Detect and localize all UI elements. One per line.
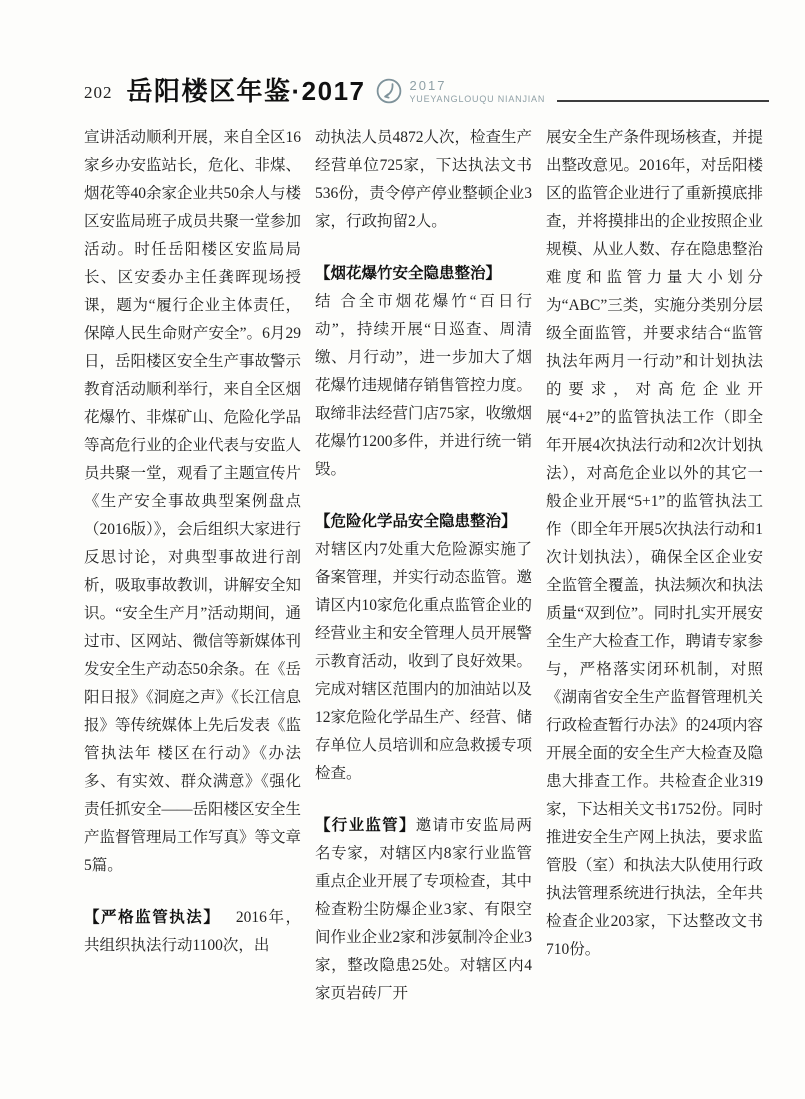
section-heading: 【严格监管执法】: [84, 909, 221, 926]
column-2: [315, 124, 532, 1008]
paragraph-text: 展安全生产条件现场核查，并提出整改意见。2016年，对岳阳楼区的监管企业进行了重新摸底排查，并将摸排出的企业按照企业规模、从业人数、存在隐患整治难度和监管力量大小划分为“ABC”三类，实施分类别分层级全面监管，并要求结合“监管执法年两月一行动”和计划执法的要求，对高危企业开展“4+2”的监管执法工作（即全年开展4次执法行动和2次计划执法），对高危企业以外的其它一般企业开展“5+1”的监管执法工作（即全年开展5次执法行动和1次计划执法），确保全区企业安全监管全覆盖，执法频次和执法质量“双到位”。同时扎实开展安全生产大检查工作，聘请专家参与，严格落实闭环机制，对照《湖南省安全生产监督管理机关行政检查暂行办法》的24项内容开展全面的安全生产大检查及隐患大排查工作。共检查企业319家，下达相关文书1752份。同时推进安全生产网上执法，要求监管股（室）和执法大队使用行政执法管理系统进行执法，全年共检查企业203家，下达整改文书710份。: [546, 129, 764, 958]
paragraph: [315, 124, 532, 236]
paragraph-text: 结 合全市烟花爆竹“百日行动”，持续开展“日巡查、周清缴、月行动”，进一步加大了烟花爆竹违规储存销售管控力度。取缔非法经营门店75家，收缴烟花爆竹1200多件，并进行统一销毁。: [315, 293, 533, 478]
page-number: 202: [84, 83, 113, 102]
section-heading: 【烟花爆竹安全隐患整治】: [315, 265, 502, 282]
paragraph: [84, 904, 301, 960]
paragraph: [315, 508, 532, 788]
paragraph-text: 动执法人员4872人次，检查生产经营单位725家，下达执法文书536份，责令停产停业整顿企业3家，行政拘留2人。: [315, 129, 533, 230]
article-body: [84, 124, 769, 1008]
column-3: [546, 124, 763, 1008]
header-romanized-block: [410, 78, 546, 106]
paragraph-text: 2016年，共组织执法行动1100次，出: [84, 909, 301, 954]
yearbook-title: 岳阳楼区年鉴·2017: [126, 76, 366, 106]
header-year: 2017: [409, 78, 447, 93]
paragraph-text: 邀请市安监局两名专家，对辖区内8家行业监管重点企业开展了专项检查，其中检查粉尘防爆企业3家、有限空间作业企业2家和涉氨制冷企业3家，整改隐患25处。对辖区内4家页岩砖厂开: [315, 817, 533, 1002]
section-heading: 【行业监管】: [315, 817, 416, 834]
yearbook-logo-icon: [376, 78, 402, 104]
paragraph-text: 对辖区内7处重大危险源实施了备案管理，并实行动态监管。邀请区内10家危化重点监管企业的经营业主和安全管理人员开展警示教育活动，收到了良好效果。完成对辖区范围内的加油站以及12家危险化学品生产、经营、储存单位人员培训和应急救援专项检查。: [315, 541, 533, 782]
paragraph-text: 宣讲活动顺利开展，来自全区16家乡办安监站长，危化、非煤、烟花等40余家企业共50余人与楼区安监局班子成员共聚一堂参加活动。时任岳阳楼区安监局局长、区安委办主任龚晖现场授课，题为“履行企业主体责任，保障人民生命财产安全”。6月29日，岳阳楼区安全生产事故警示教育活动顺利举行，来自全区烟花爆竹、非煤矿山、危险化学品等高危行业的企业代表与安监人员共聚一堂，观看了主题宣传片《生产安全事故典型案例盘点（2016版）》，会后组织大家进行反思讨论，对典型事故进行剖析，吸取事故教训，讲解安全知识。“安全生产月”活动期间，通过市、区网站、微信等新媒体刊发安全生产动态50余条。在《岳阳日报》《洞庭之声》《长江信息报》等传统媒体上先后发表《监管执法年 楼区在行动》《办法多、有实效、群众满意》《强化责任抓安全——岳阳楼区安全生产监督管理局工作写真》等文章5篇。: [84, 129, 302, 874]
column-1: [84, 124, 301, 1008]
paragraph: [546, 124, 763, 964]
paragraph: [315, 812, 532, 1008]
header-rule: [557, 100, 769, 102]
header-pinyin: YUEYANGLOUQU NIANJIAN: [409, 94, 546, 104]
paragraph: [84, 124, 301, 880]
page-header: [84, 70, 769, 106]
section-heading: 【危险化学品安全隐患整治】: [315, 513, 517, 530]
paragraph: [315, 260, 532, 484]
